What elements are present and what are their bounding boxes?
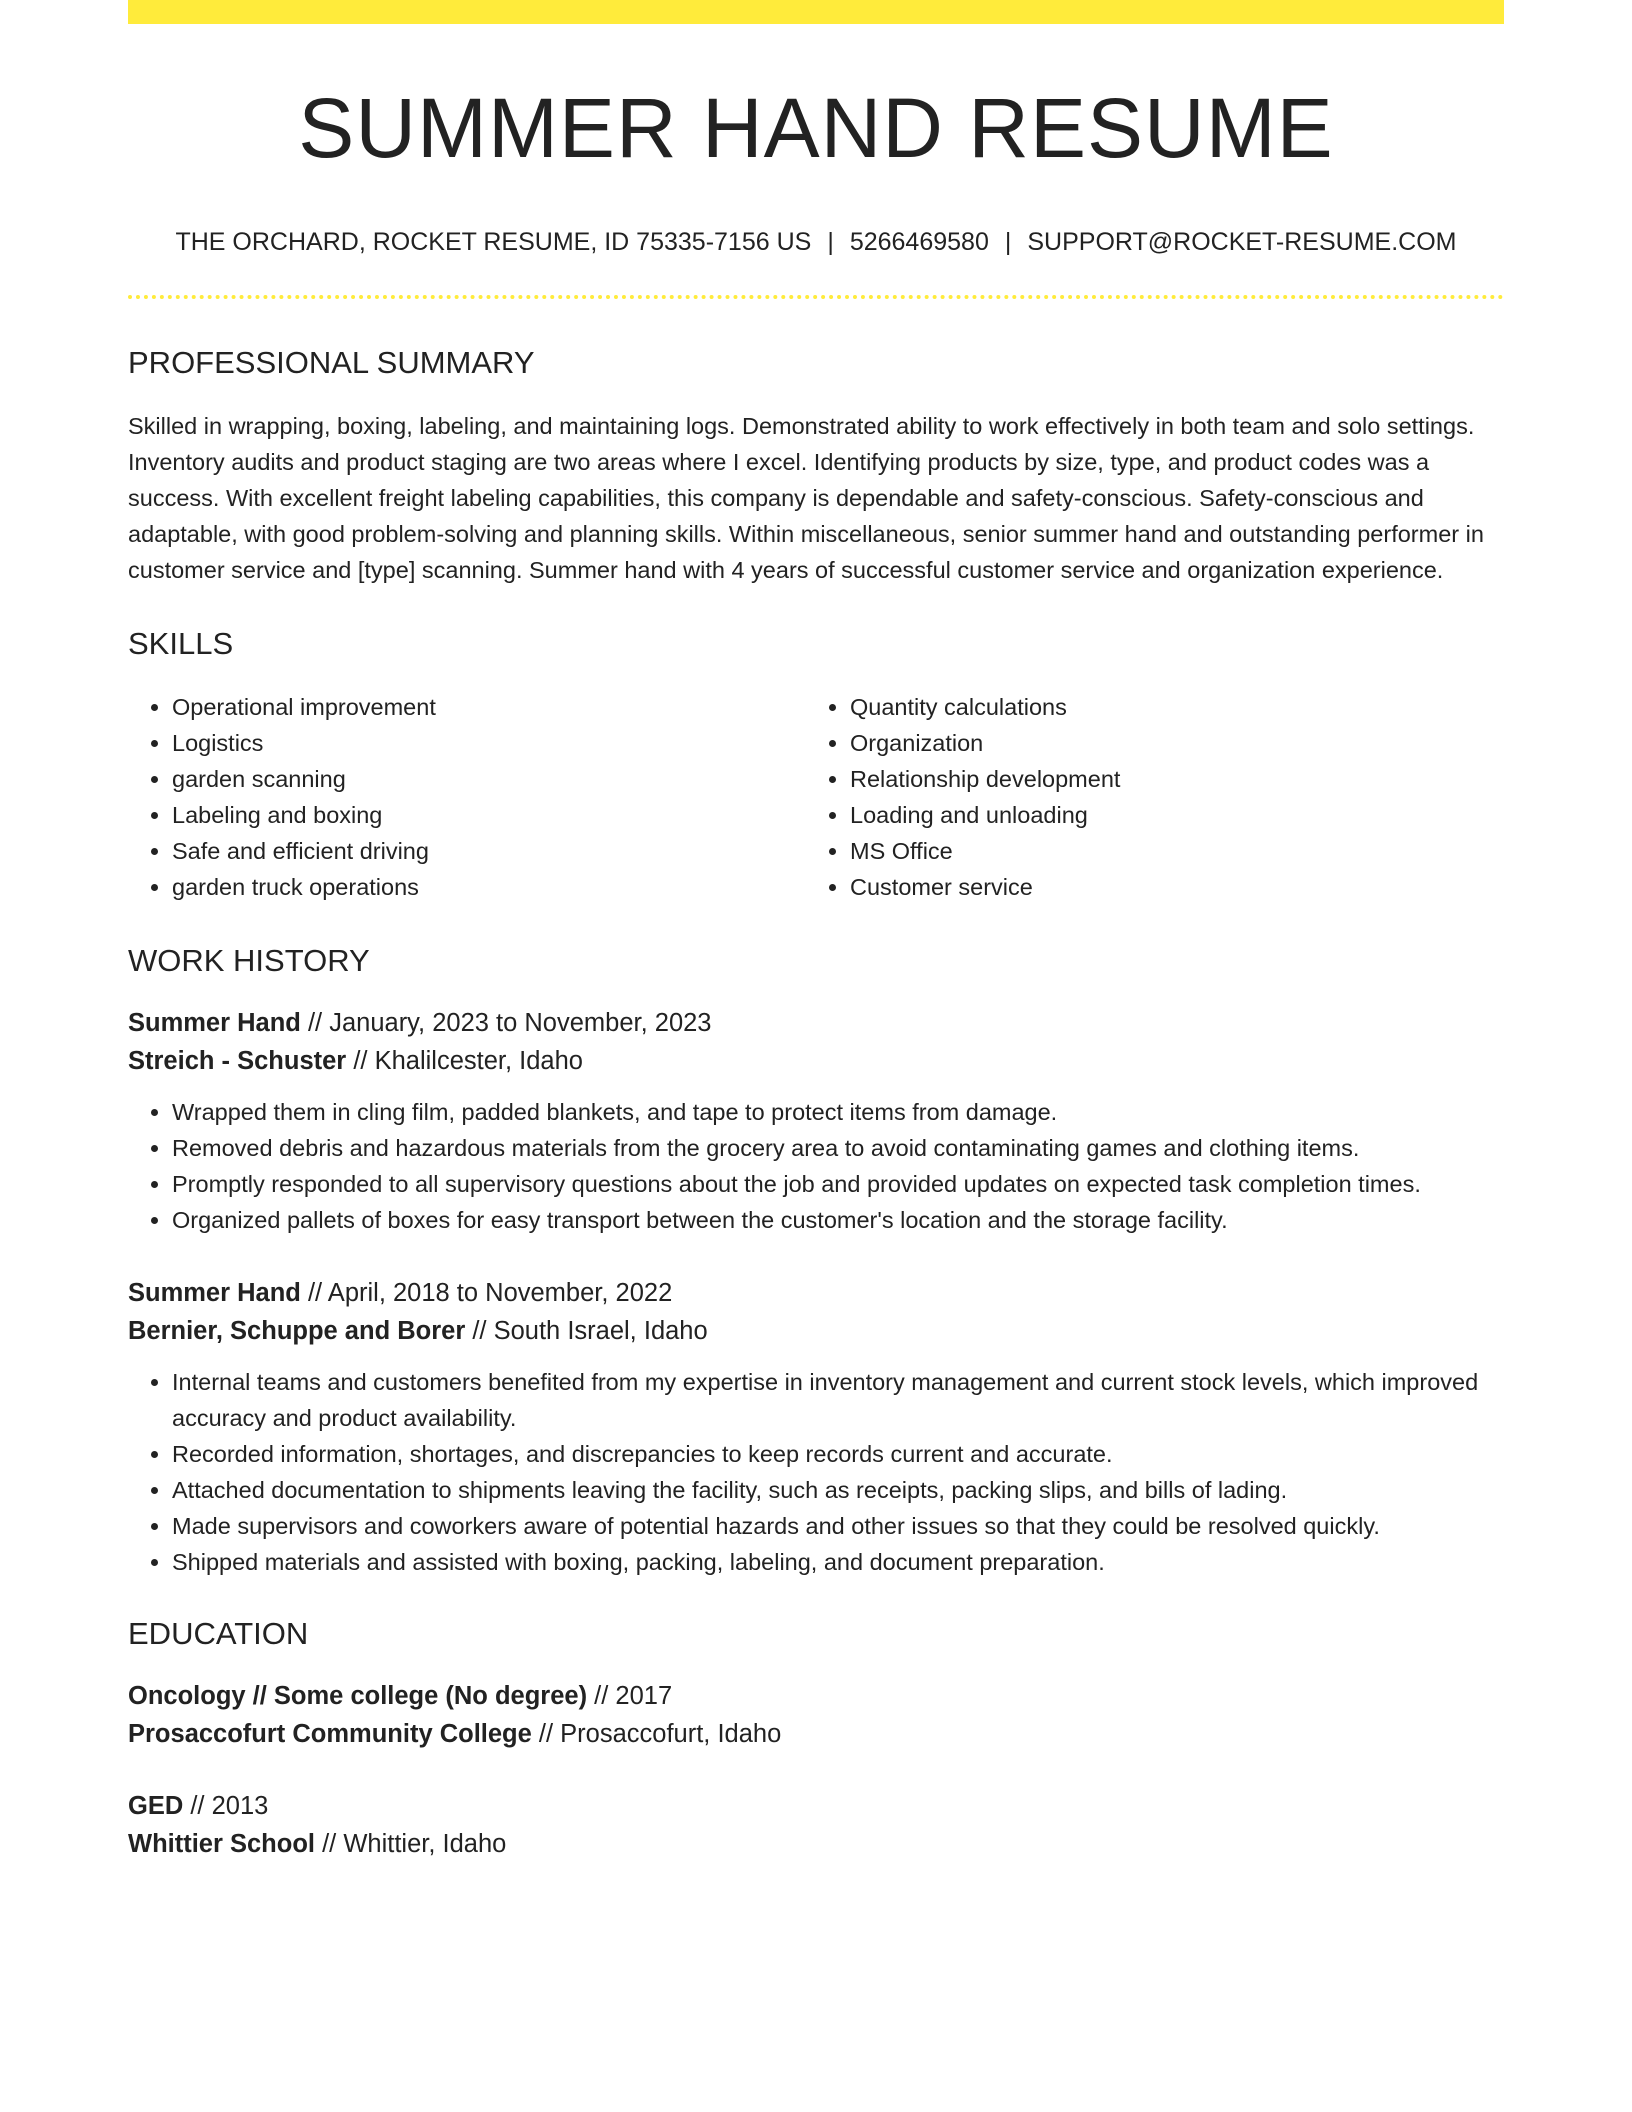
job-bullet: • Organized pallets of boxes for easy transport between the customer's location and the storage facility. bbox=[172, 1202, 1504, 1238]
job-bullet: • Internal teams and customers benefited from my expertise in inventory management and current stock levels, which improved accuracy and product availability. bbox=[172, 1364, 1504, 1436]
dotted-divider bbox=[128, 295, 1504, 299]
skill-item: • Safe and efficient driving bbox=[172, 833, 806, 869]
contact-email: SUPPORT@ROCKET-RESUME.COM bbox=[1027, 228, 1457, 256]
education-school-line bbox=[128, 1825, 1504, 1863]
education-location: // Prosaccofurt, Idaho bbox=[531, 1720, 782, 1748]
resume-name: SUMMER HAND RESUME bbox=[298, 81, 1334, 175]
education-year: // 2013 bbox=[183, 1792, 269, 1820]
contact-address: THE ORCHARD, ROCKET RESUME, ID 75335-7156 US bbox=[175, 228, 812, 256]
job-company: Streich - Schuster bbox=[128, 1047, 347, 1075]
skills-column-right bbox=[806, 689, 1484, 905]
job-role: Summer Hand bbox=[128, 1009, 301, 1037]
job-bullet: • Shipped materials and assisted with boxing, packing, labeling, and document preparation. bbox=[172, 1544, 1504, 1580]
skill-item: • Operational improvement bbox=[172, 689, 806, 725]
job-company: Bernier, Schuppe and Borer bbox=[128, 1317, 466, 1345]
job-bullet: • Removed debris and hazardous materials from the grocery area to avoid contaminating games and clothing items. bbox=[172, 1130, 1504, 1166]
skill-item: • MS Office bbox=[850, 833, 1484, 869]
job-dates: // April, 2018 to November, 2022 bbox=[300, 1279, 673, 1307]
contact-separator: | bbox=[1004, 228, 1012, 256]
education-degree: GED bbox=[128, 1792, 184, 1820]
skill-item: • Logistics bbox=[172, 725, 806, 761]
summary-text: Skilled in wrapping, boxing, labeling, and maintaining logs. Demonstrated ability to work effectively in both team and solo settings. Inventory audits and product staging are two areas where I excel. Identifying products by size, type, and product codes was a success. With excellent freight labeling capabilities, this company is dependable and safety-conscious. Safety-conscious and adaptable, with good problem-solving and planning skills. Within miscellaneous, senior summer hand and outstanding performer in customer service and [type] scanning. Summer hand with 4 years of successful customer service and organization experience. bbox=[128, 413, 1484, 583]
education-year: // 2017 bbox=[587, 1682, 673, 1710]
skills-heading: SKILLS bbox=[128, 626, 234, 661]
job-bullets bbox=[128, 1364, 1504, 1580]
job-bullet: • Made supervisors and coworkers aware of potential hazards and other issues so that they could be resolved quickly. bbox=[172, 1508, 1504, 1544]
skill-item: • garden truck operations bbox=[172, 869, 806, 905]
education-school: Whittier School bbox=[128, 1830, 315, 1858]
skill-item: • Loading and unloading bbox=[850, 797, 1484, 833]
job-entry bbox=[128, 1274, 1504, 1580]
job-location: // South Israel, Idaho bbox=[465, 1317, 708, 1345]
job-title-line bbox=[128, 1004, 1504, 1042]
summary-heading: PROFESSIONAL SUMMARY bbox=[128, 345, 535, 380]
contact-separator: | bbox=[827, 228, 834, 256]
job-company-line bbox=[128, 1042, 1504, 1080]
job-role: Summer Hand bbox=[128, 1279, 301, 1307]
skill-item: • garden scanning bbox=[172, 761, 806, 797]
job-company-line bbox=[128, 1312, 1504, 1350]
skill-item: • Customer service bbox=[850, 869, 1484, 905]
job-bullet: • Promptly responded to all supervisory questions about the job and provided updates on expected task completion times. bbox=[172, 1166, 1504, 1202]
job-bullets bbox=[128, 1094, 1504, 1238]
education-school-line bbox=[128, 1715, 1504, 1753]
resume-page bbox=[128, 0, 1504, 1863]
education-degree-line bbox=[128, 1787, 1504, 1825]
education-entry bbox=[128, 1787, 1504, 1863]
skills-column-left bbox=[128, 689, 806, 905]
education-entry bbox=[128, 1677, 1504, 1753]
skill-item: • Labeling and boxing bbox=[172, 797, 806, 833]
job-dates: // January, 2023 to November, 2023 bbox=[300, 1009, 712, 1037]
contact-phone: 5266469580 bbox=[849, 228, 989, 256]
accent-top-bar bbox=[128, 0, 1504, 24]
education-school: Prosaccofurt Community College bbox=[128, 1720, 532, 1748]
work-history-heading: WORK HISTORY bbox=[128, 943, 370, 978]
job-location: // Khalilcester, Idaho bbox=[346, 1047, 583, 1075]
job-bullet: • Recorded information, shortages, and discrepancies to keep records current and accurate. bbox=[172, 1436, 1504, 1472]
job-title-line bbox=[128, 1274, 1504, 1312]
education-degree: Oncology // Some college (No degree) bbox=[128, 1682, 588, 1710]
job-bullet: • Attached documentation to shipments leaving the facility, such as receipts, packing slips, and bills of lading. bbox=[172, 1472, 1504, 1508]
education-degree-line bbox=[128, 1677, 1504, 1715]
job-bullet: • Wrapped them in cling film, padded blankets, and tape to protect items from damage. bbox=[172, 1094, 1504, 1130]
education-location: // Whittier, Idaho bbox=[315, 1830, 507, 1858]
education-heading: EDUCATION bbox=[128, 1616, 309, 1651]
skill-item: • Quantity calculations bbox=[850, 689, 1484, 725]
job-entry bbox=[128, 1004, 1504, 1238]
skills-list bbox=[128, 689, 1504, 905]
contact-line bbox=[128, 230, 1504, 255]
skill-item: • Relationship development bbox=[850, 761, 1484, 797]
skill-item: • Organization bbox=[850, 725, 1484, 761]
